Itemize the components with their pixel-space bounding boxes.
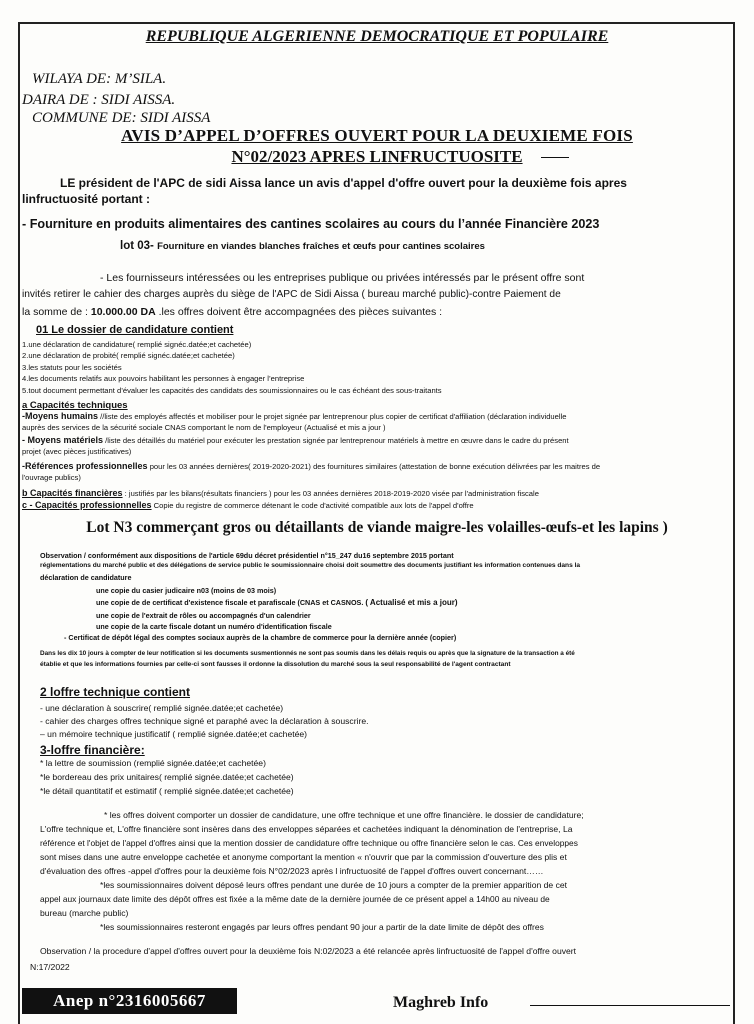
envelope-line: d'évaluation des offres -appel d'offres pour la deuxième fois N°02/2023 après l infructuosité de l'appel d'offres ouvert concernant……: [40, 866, 544, 876]
amount-value: 10.000.00 DA: [90, 306, 156, 318]
notice-title: AVIS D’APPEL D’OFFRES OUVERT POUR LA DEUXIEME FOIS: [121, 126, 633, 145]
professional-line: [22, 500, 474, 510]
refs-label: -Références professionnelles: [22, 461, 148, 471]
republic-header: REPUBLIQUE ALGERIENNE DEMOCRATIQUE ET POPULAIRE: [145, 28, 609, 45]
humains-text: //liste des employés affectés et mobiliser pour le projet signée par lentreprenour plus copier de certificat d'affiliation (déclaration individuelle: [100, 412, 567, 421]
suppliers-line-3: [22, 306, 442, 318]
observation-item: une copie de la carte fiscale dotant un numéro d'identification fiscale: [96, 622, 332, 631]
technical-item: – un mémoire technique justificatif ( remplié signée.datée;et cachetée): [40, 729, 308, 739]
dossier-item: 1.une déclaration de candidature( remplié signéc.datée;et cachetée): [22, 340, 252, 349]
lot3-heading: Lot N3 commerçant gros ou détaillants de viande maigre-les volailles-œufs-et les lapins ): [86, 519, 668, 536]
wilaya-line: WILAYA DE: M’SILA.: [32, 71, 167, 87]
humains-label: -Moyens humains: [22, 411, 99, 421]
amount-prefix: la somme de :: [22, 306, 88, 318]
title-rule: [541, 157, 569, 158]
suppliers-line-2: invités retirer le cahier des charges auprès du siège de l'APC de Sidi Aissa ( bureau marché public)-contre Paiement de: [22, 289, 561, 300]
refs-text: pour les 03 années dernières( 2019-2020-2021) des fournitures similaires (attestation de bonne exécution délivrées par les maitres de: [149, 462, 601, 471]
object-line: - Fourniture en produits alimentaires des cantines scolaires au cours du l’année Financière 2023: [22, 217, 600, 231]
professional-text: Copie du registre de commerce détenant le code d'activité compatible aux lots de l'appel d'offre: [153, 501, 474, 510]
envelope-line: L'offre technique et, L'offre financière sont insères dans des enveloppes séparées et cachetées indiquant la dénomination de l'entreprise, La: [40, 824, 573, 834]
envelope-line: appel aux journaux date limite des dépôt offres est fixée a la même date de la dernière journée de ce présent appel a 14h00 au niveau de: [40, 894, 550, 904]
humains-line: [22, 411, 566, 421]
lot-line: [120, 240, 485, 252]
tech-capacity-heading: a Capacités techniques: [22, 400, 128, 411]
materiels-label: - Moyens matériels: [22, 435, 104, 445]
technical-item: - une déclaration à souscrire( remplié signée.datée;et cachetée): [40, 703, 284, 713]
refs-line: [22, 461, 600, 471]
observation-item: - Certificat de dépôt légal des comptes sociaux auprès de la chambre de commerce pour la dernière année (copier): [64, 633, 457, 642]
humains-continued: auprès des services de la sécurité sociale CNAS comportant le nom de l'employeur (Actualisé et mis a jour ): [22, 423, 386, 432]
envelope-line: * les offres doivent comporter un dossier de candidature, une offre technique et une offre financière. le dossier de candidature;: [104, 810, 584, 820]
anep-reference: Anep n°2316005667: [22, 988, 237, 1014]
dossier-item: 2.une déclaration de probité( remplié signéc.datée;et cachetée): [22, 351, 235, 360]
lot-text: Fourniture en viandes blanches fraîches et œufs pour cantines scolaires: [157, 241, 485, 252]
financial-item: *le détail quantitatif et estimatif ( remplié signée.datée;et cachetée): [40, 786, 294, 796]
daira-line: DAIRA DE : SIDI AISSA.: [22, 92, 176, 108]
suppliers-line-1: - Les fournisseurs intéressées ou les entreprises publique ou privées intéressés par le présent offre sont: [100, 272, 585, 284]
commune-line: COMMUNE DE: SIDI AISSA: [32, 110, 211, 126]
notice-number: N°02/2023 APRES LINFRUCTUOSITE: [231, 147, 523, 166]
financial-line: [22, 488, 539, 498]
observation-item: une copie du casier judicaire n03 (moins de 03 mois): [96, 586, 277, 595]
observation-item: une copie de l'extrait de rôles ou accompagnés d'un calendrier: [96, 611, 311, 620]
technical-offer-heading: 2 loffre technique contient: [40, 685, 191, 699]
financial-item: * la lettre de soumission (remplié signée.datée;et cachetée): [40, 758, 266, 768]
envelope-line: *les soumissionnaires resteront engagés par leurs offres pendant 90 jour a partir de la date limite de dépôt des offres: [100, 922, 544, 932]
observation-item: [96, 598, 458, 607]
refs-continued: l'ouvrage publics): [22, 473, 81, 482]
materiels-continued: projet (avec pièces justificatives): [22, 447, 132, 456]
financial-item: *le bordereau des prix unitaires( remplié signée.datée;et cachetée): [40, 772, 294, 782]
materiels-text: /liste des détaillés du matériel pour exécuter les prestation signée par lentreprenour matériels à mettre en œuvre dans le cadre du présent: [105, 436, 569, 445]
financial-text: : justifiés par les bilans(résultats financiers ) pour les 03 années dernières 2018-2019-2020 visée par l'administration fiscale: [124, 489, 539, 498]
dossier-item: 3.les statuts pour les sociétés: [22, 363, 122, 372]
envelope-line: référence et l'objet de l'appel d'offres ainsi que la mention dossier de candidature offre technique ou offre financière selon le cas. Ces enveloppes: [40, 838, 578, 848]
observation-item-suffix: ( Actualisé et mis a jour): [365, 598, 458, 607]
amount-suffix: .les offres doivent être accompagnées des pièces suivantes :: [158, 306, 443, 318]
observation-line-1: Observation / conformément aux dispositions de l'article 69du décret présidentiel n°15_247 du16 septembre 2015 portant: [40, 551, 454, 560]
delay-line-1: Dans les dix 10 jours à compter de leur notification si les documents susmentionnés ne sont pas soumis dans les délais requis ou après que la signature de la transaction a été: [40, 650, 575, 657]
observation-line-3: déclaration de candidature: [40, 573, 132, 582]
lot-label: lot 03-: [120, 240, 154, 252]
observation-line-2: réglementations du marché public et des délégations de service public le soumissionnaire choisi doit soumettre des documents justifiant les information contenues dans la: [40, 562, 581, 569]
professional-label: c - Capacités professionnelles: [22, 500, 152, 510]
dossier-heading: 01 Le dossier de candidature contient: [36, 324, 234, 336]
envelope-line: sont mises dans une autre enveloppe cachetée et anonyme comportant la mention « n'ouvrir que par la commission d'ouverture des plis et: [40, 852, 567, 862]
intro-line-2: linfructuosité portant :: [22, 192, 150, 206]
envelope-line: bureau (marche public): [40, 908, 129, 918]
materiels-line: [22, 435, 569, 445]
delay-line-2: établie et que les informations fournies par celle-ci sont fausses il ordonne la dissolution du marché sous la seul responsabilité de l'agent contractant: [40, 661, 511, 668]
dossier-item: 5.tout document permettant d’évaluer les capacités des candidats des soumissionnaires ou le cas échéant des sous-traitants: [22, 386, 442, 395]
final-observation-line-1: Observation / la procedure d'appel d'offres ouvert pour la deuxième fois N:02/2023 a été relancée après linfructuosité de l'appel d'offre ouvert: [40, 946, 577, 956]
intro-line-1: LE président de l'APC de sidi Aissa lance un avis d'appel d'offre ouvert pour la deuxième fois apres: [60, 176, 627, 190]
financial-offer-heading: 3-loffre financière:: [40, 743, 145, 757]
footer-rule: [530, 1005, 730, 1006]
financial-label: b Capacités financières: [22, 488, 123, 498]
observation-item-text: une copie de de certificat d'existence fiscale et parafiscale (CNAS et CASNOS.: [96, 598, 364, 607]
envelope-line: *les soumissionnaires doivent déposé leurs offres pendant une durée de 10 jours a compter de la premier apparition de cet: [100, 880, 568, 890]
technical-item: - cahier des charges offres technique signé et paraphé avec la déclaration à souscrire.: [40, 716, 369, 726]
final-observation-line-2: N:17/2022: [30, 962, 70, 972]
dossier-item: 4.les documents relatifs aux pouvoirs habilitant les personnes à engager l’entreprise: [22, 374, 305, 383]
newspaper-name: Maghreb Info: [393, 994, 489, 1011]
